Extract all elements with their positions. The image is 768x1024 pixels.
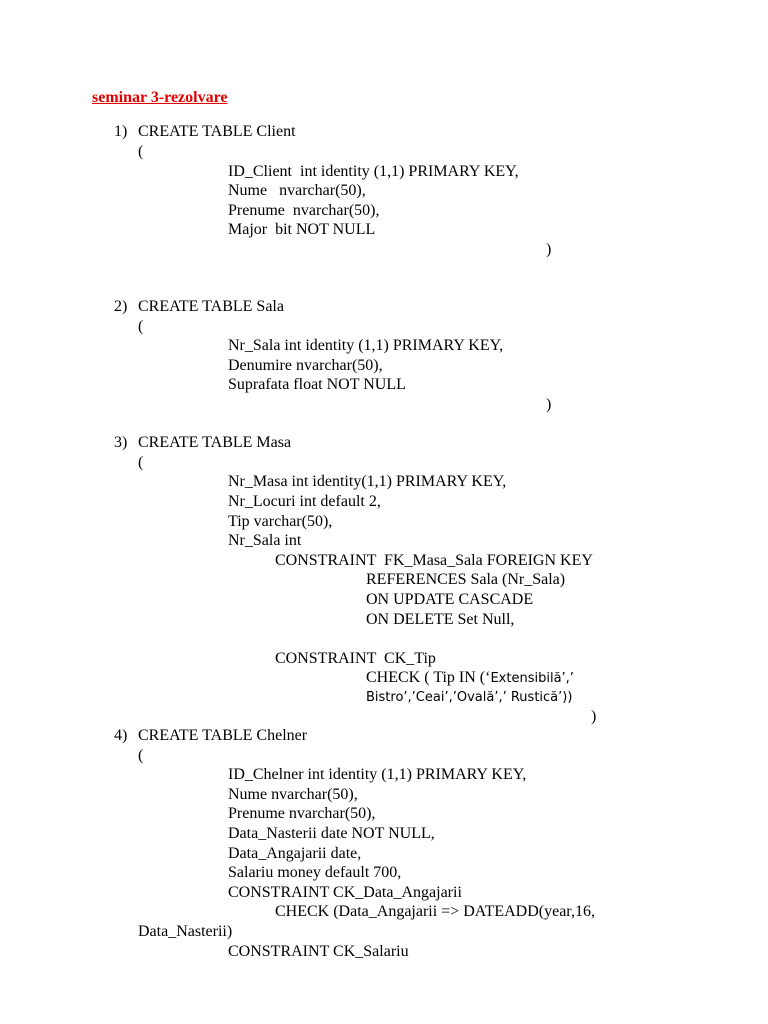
open-paren: ( <box>138 747 144 764</box>
column-line: Nr_Sala int identity (1,1) PRIMARY KEY, <box>228 337 504 354</box>
column-line: Nr_Masa int identity(1,1) PRIMARY KEY, <box>228 473 507 490</box>
close-paren: ) <box>546 241 552 258</box>
column-line: Major bit NOT NULL <box>228 221 376 238</box>
ck-check-wrap: Data_Nasterii) <box>138 923 233 940</box>
document-title: seminar 3-rezolvare <box>92 89 228 106</box>
ck-check-values: Extensibilă’,’ <box>490 671 574 686</box>
column-line: Prenume nvarchar(50), <box>228 805 376 822</box>
fk-on-update: ON UPDATE CASCADE <box>366 591 534 608</box>
column-line: ID_Chelner int identity (1,1) PRIMARY KEY, <box>228 766 527 783</box>
column-line: CONSTRAINT CK_Salariu <box>228 943 409 960</box>
column-line: Data_Angajarii date, <box>228 845 362 862</box>
section-header: CREATE TABLE Client <box>138 123 296 140</box>
ck-check-line <box>366 668 574 687</box>
fk-references: REFERENCES Sala (Nr_Sala) <box>366 571 566 588</box>
ck-constraint: CONSTRAINT CK_Tip <box>275 650 436 667</box>
column-line: Nr_Sala int <box>228 532 302 549</box>
column-line: Denumire nvarchar(50), <box>228 357 383 374</box>
ck-check-values-continued: Bistro’,’Ceai’,’Ovală’,’ Rustică’)) <box>366 690 573 705</box>
fk-constraint: CONSTRAINT FK_Masa_Sala FOREIGN KEY <box>275 552 593 569</box>
column-line: Suprafata float NOT NULL <box>228 376 406 393</box>
ck-check-line: CHECK (Data_Angajarii => DATEADD(year,16, <box>275 903 595 920</box>
open-paren: ( <box>138 454 144 471</box>
section-header: CREATE TABLE Chelner <box>138 727 308 744</box>
section-number: 1) <box>114 123 128 140</box>
section-header: CREATE TABLE Masa <box>138 434 292 451</box>
column-line: Tip varchar(50), <box>228 513 333 530</box>
ck-check-prefix: CHECK ( Tip IN (‘ <box>366 669 491 686</box>
fk-on-delete: ON DELETE Set Null, <box>366 611 515 628</box>
column-line: Data_Nasterii date NOT NULL, <box>228 825 435 842</box>
open-paren: ( <box>138 143 144 160</box>
close-paren: ) <box>591 708 597 725</box>
column-line: CONSTRAINT CK_Data_Angajarii <box>228 884 462 901</box>
column-line: Nume nvarchar(50), <box>228 786 358 803</box>
column-line: Nume nvarchar(50), <box>228 182 366 199</box>
open-paren: ( <box>138 318 144 335</box>
column-line: ID_Client int identity (1,1) PRIMARY KEY, <box>228 163 519 180</box>
column-line: Nr_Locuri int default 2, <box>228 493 381 510</box>
section-header: CREATE TABLE Sala <box>138 298 284 315</box>
section-number: 2) <box>114 298 128 315</box>
close-paren: ) <box>546 396 552 413</box>
column-line: Prenume nvarchar(50), <box>228 202 380 219</box>
section-number: 4) <box>114 727 128 744</box>
section-number: 3) <box>114 434 128 451</box>
column-line: Salariu money default 700, <box>228 864 402 881</box>
